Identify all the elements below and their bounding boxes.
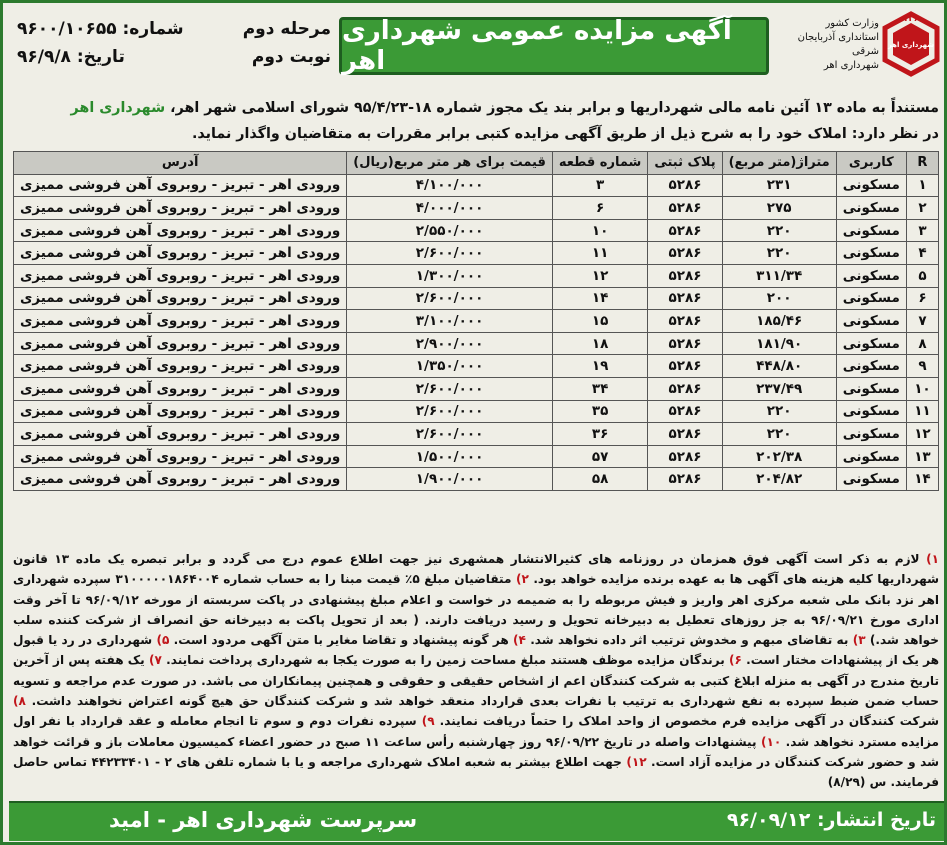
area-cell: ۲۷۵ xyxy=(722,197,836,220)
area-cell: ۲۳۷/۴۹ xyxy=(722,377,836,400)
lot-cell: ۱۴ xyxy=(552,287,647,310)
price-cell: ۲/۶۰۰/۰۰۰ xyxy=(347,287,553,310)
col-header-address: آدرس xyxy=(14,152,347,175)
col-header-lot: شماره قطعه xyxy=(552,152,647,175)
use-cell: مسکونی xyxy=(836,423,906,446)
title-banner xyxy=(339,17,769,75)
row-number: ۵ xyxy=(906,264,938,287)
use-cell: مسکونی xyxy=(836,377,906,400)
note-number: ۴) xyxy=(513,633,526,648)
price-cell: ۲/۶۰۰/۰۰۰ xyxy=(347,400,553,423)
municipality-logo-icon xyxy=(880,11,942,77)
table-row xyxy=(14,287,939,310)
price-cell: ۴/۰۰۰/۰۰۰ xyxy=(347,197,553,220)
area-cell: ۴۴۸/۸۰ xyxy=(722,355,836,378)
lot-cell: ۱۲ xyxy=(552,264,647,287)
row-number: ۱۲ xyxy=(906,423,938,446)
address-cell: ورودی اهر - تبریز - روبروی آهن فروشی ممیزی xyxy=(14,264,347,287)
price-cell: ۳/۱۰۰/۰۰۰ xyxy=(347,310,553,333)
col-header-price: قیمت برای هر متر مربع(ریال) xyxy=(347,152,553,175)
area-cell: ۳۱۱/۳۴ xyxy=(722,264,836,287)
table-row xyxy=(14,310,939,333)
use-cell: مسکونی xyxy=(836,287,906,310)
price-cell: ۱/۵۰۰/۰۰۰ xyxy=(347,445,553,468)
lot-cell: ۱۵ xyxy=(552,310,647,333)
plate-cell: ۵۲۸۶ xyxy=(648,174,722,197)
price-cell: ۱/۳۰۰/۰۰۰ xyxy=(347,264,553,287)
note-text: جهت اطلاع بیشتر به شعبه املاک شهرداری مراجعه و یا با شماره تلفن های ۲ - ۴۴۲۳۳۴۰۱ تماس حاصل فرمایند. س (۸/۲۹) xyxy=(13,754,939,790)
logo-text: شهرداری اهر xyxy=(887,41,935,49)
lot-cell: ۱۹ xyxy=(552,355,647,378)
col-header-use: کاربری xyxy=(836,152,906,175)
price-cell: ۲/۶۰۰/۰۰۰ xyxy=(347,242,553,265)
lot-cell: ۵۷ xyxy=(552,445,647,468)
address-cell: ورودی اهر - تبریز - روبروی آهن فروشی ممیزی xyxy=(14,332,347,355)
use-cell: مسکونی xyxy=(836,174,906,197)
row-number: ۴ xyxy=(906,242,938,265)
plate-cell: ۵۲۸۶ xyxy=(648,468,722,491)
note-number: ۲) xyxy=(515,572,529,587)
area-cell: ۲۰۲/۳۸ xyxy=(722,445,836,468)
note-text: متقاضیان مبلغ ۵٪ قیمت مبنا را به حساب شماره ۳۱۰۰۰۰۰۱۸۶۴۰۰۴ سپرده شهرداری اهر نزد بانک ملی شعبه مرکزی اهر واریز و فیش مربوطه را به ضمیمه در خواست و اعلام مبلغ پیشنهادی در پاکت سربسته از مورخه ۹۶/۰۹/۱۲ تا آخر وقت اداری مورخ ۹۶/۰۹/۲۱ به جز روزهای تعطیل به دبیرخانه تحویل و رسید دریافت دارند. ( بعد از تحویل پاکت به دبیرخانه حق انصراف از شرکت کننده سلب خواهد شد.) xyxy=(13,572,940,648)
price-cell: ۱/۹۰۰/۰۰۰ xyxy=(347,468,553,491)
footer-bar xyxy=(9,801,944,841)
intro-paragraph xyxy=(13,95,939,147)
plate-cell: ۵۲۸۶ xyxy=(648,332,722,355)
note-number: ۵) xyxy=(156,633,170,648)
meta-block xyxy=(9,13,339,77)
note-number: ۱۰) xyxy=(760,734,782,749)
price-cell: ۲/۹۰۰/۰۰۰ xyxy=(347,332,553,355)
lot-cell: ۱۸ xyxy=(552,332,647,355)
row-number: ۸ xyxy=(906,332,938,355)
plate-cell: ۵۲۸۶ xyxy=(648,377,722,400)
note-text: برندگان مزایده موظف هستند مبلغ مساحت زمین را به صورت یکجا به شهرداری پرداخت نمایند. xyxy=(166,653,725,668)
use-cell: مسکونی xyxy=(836,219,906,242)
address-cell: ورودی اهر - تبریز - روبروی آهن فروشی ممیزی xyxy=(14,287,347,310)
lot-cell: ۱۱ xyxy=(552,242,647,265)
area-cell: ۲۲۰ xyxy=(722,242,836,265)
address-cell: ورودی اهر - تبریز - روبروی آهن فروشی ممیزی xyxy=(14,423,347,446)
plate-cell: ۵۲۸۶ xyxy=(648,219,722,242)
note-number: ۳) xyxy=(852,633,866,648)
intro-line-1 xyxy=(13,95,939,121)
row-number: ۱۱ xyxy=(906,400,938,423)
table-row xyxy=(14,445,939,468)
price-cell: ۴/۱۰۰/۰۰۰ xyxy=(347,174,553,197)
table-row xyxy=(14,355,939,378)
note-text: به تقاضای مبهم و مخدوش ترتیب اثر داده نخواهد شد. xyxy=(530,633,849,648)
note-text: هر گونه پیشنهاد و تقاضا مغایر با متن آگهی مردود است. xyxy=(173,633,509,648)
price-cell: ۲/۶۰۰/۰۰۰ xyxy=(347,377,553,400)
table-row xyxy=(14,264,939,287)
supervisor-signature: سرپرست شهرداری اهر - امید xyxy=(109,808,418,832)
area-cell: ۲۲۰ xyxy=(722,423,836,446)
note-text: پیشنهادات واصله در تاریخ ۹۶/۰۹/۲۲ روز چهارشنبه رأس ساعت ۱۱ صبح در حضور اعضاء کمیسیون معاملات باز و قرائت خواهد شد و حضور شرکت کنندگان در مزایده آزاد است. xyxy=(13,734,939,769)
area-cell: ۱۸۱/۹۰ xyxy=(722,332,836,355)
note-text: یک هفته پس از آخرین تاریخ مندرج در آگهی به منزله ابلاغ کتبی به شرکت کنندگان اعم از اشخاص حقیقی و حقوقی و همچنین پیمانکاران می باشد. در صورت عدم مراجعه و تسویه حساب ضمن ضبط سپرده به نفع شهرداری به ترتیب با نفرات بعدی قرارداد منعقد خواهد شد و شرکت کنندگان حق هیچ گونه اعتراض نخواهند داشت. xyxy=(13,653,939,709)
address-cell: ورودی اهر - تبریز - روبروی آهن فروشی ممیزی xyxy=(14,355,347,378)
area-cell: ۲۲۰ xyxy=(722,400,836,423)
row-number: ۱۴ xyxy=(906,468,938,491)
row-number: ۱۰ xyxy=(906,377,938,400)
table-row xyxy=(14,423,939,446)
plate-cell: ۵۲۸۶ xyxy=(648,355,722,378)
col-header-r: R xyxy=(906,152,938,175)
table-header-row xyxy=(14,152,939,175)
page-title: آگهی مزایده عمومی شهرداری اهر xyxy=(342,16,732,76)
note-text: سپرده نفرات دوم و سوم تا انجام معامله و عقد قرارداد با نفر اول مزایده مسترد نخواهد شد. xyxy=(13,714,939,749)
table-row xyxy=(14,377,939,400)
use-cell: مسکونی xyxy=(836,242,906,265)
plate-cell: ۵۲۸۶ xyxy=(648,310,722,333)
note-number: ۷) xyxy=(148,653,162,668)
date-label: تاریخ: ۹۶/۹/۸ xyxy=(17,47,125,67)
area-cell: ۱۸۵/۴۶ xyxy=(722,310,836,333)
plate-cell: ۵۲۸۶ xyxy=(648,400,722,423)
ministry-line: استانداری آذربایجان شرقی xyxy=(797,32,879,57)
number-label: شماره: ۹۶۰۰/۱۰۶۵۵ xyxy=(17,19,184,39)
address-cell: ورودی اهر - تبریز - روبروی آهن فروشی ممیزی xyxy=(14,377,347,400)
note-number: ۸) xyxy=(13,694,26,709)
lot-cell: ۳ xyxy=(552,174,647,197)
address-cell: ورودی اهر - تبریز - روبروی آهن فروشی ممیزی xyxy=(14,242,347,265)
address-cell: ورودی اهر - تبریز - روبروی آهن فروشی ممیزی xyxy=(14,400,347,423)
ministry-line: وزارت کشور xyxy=(825,18,879,29)
ministry-text xyxy=(779,17,879,73)
intro-line-2: در نظر دارد: املاک خود را به شرح ذیل از طریق آگهی مزایده کتبی برابر مقررات به متقاضیان واگذار نماید. xyxy=(191,126,939,142)
publish-date: تاریخ انتشار: ۹۶/۰۹/۱۲ xyxy=(726,809,936,831)
address-cell: ورودی اهر - تبریز - روبروی آهن فروشی ممیزی xyxy=(14,468,347,491)
header xyxy=(9,9,944,89)
area-cell: ۲۰۴/۸۲ xyxy=(722,468,836,491)
address-cell: ورودی اهر - تبریز - روبروی آهن فروشی ممیزی xyxy=(14,445,347,468)
table-row xyxy=(14,174,939,197)
price-cell: ۲/۵۵۰/۰۰۰ xyxy=(347,219,553,242)
table-row xyxy=(14,197,939,220)
address-cell: ورودی اهر - تبریز - روبروی آهن فروشی ممیزی xyxy=(14,174,347,197)
price-cell: ۲/۶۰۰/۰۰۰ xyxy=(347,423,553,446)
table-row xyxy=(14,468,939,491)
area-cell: ۲۲۰ xyxy=(722,219,836,242)
intro-text: مستنداً به ماده ۱۳ آئین نامه مالی شهرداریها و برابر بند یک مجوز شماره ۱۸-۹۵/۴/۲۳ شورای اسلامی شهر اهر، xyxy=(170,100,939,116)
note-number: ۶) xyxy=(728,653,742,668)
ministry-line: شهرداری اهر xyxy=(823,60,879,71)
col-header-plate: پلاک ثبتی xyxy=(648,152,722,175)
lot-cell: ۵۸ xyxy=(552,468,647,491)
area-cell: ۲۰۰ xyxy=(722,287,836,310)
plate-cell: ۵۲۸۶ xyxy=(648,423,722,446)
table-row xyxy=(14,219,939,242)
note-text: شهرداری در رد یا قبول هر یک از پیشنهادات مختار است. xyxy=(13,633,940,668)
row-number: ۶ xyxy=(906,287,938,310)
row-number: ۳ xyxy=(906,219,938,242)
row-number: ۱ xyxy=(906,174,938,197)
use-cell: مسکونی xyxy=(836,468,906,491)
turn-label: نوبت دوم xyxy=(251,47,331,67)
row-number: ۷ xyxy=(906,310,938,333)
stage-label: مرحله دوم xyxy=(242,19,331,39)
table-row xyxy=(14,332,939,355)
note-number: ۱) xyxy=(926,552,939,566)
use-cell: مسکونی xyxy=(836,355,906,378)
properties-table xyxy=(13,151,939,491)
table-body xyxy=(14,174,939,490)
plate-cell: ۵۲۸۶ xyxy=(648,445,722,468)
lot-cell: ۳۴ xyxy=(552,377,647,400)
lot-cell: ۶ xyxy=(552,197,647,220)
lot-cell: ۳۶ xyxy=(552,423,647,446)
note-number: ۱۲) xyxy=(626,754,647,769)
logo-number: ۱۳۶ xyxy=(902,14,920,24)
use-cell: مسکونی xyxy=(836,310,906,333)
use-cell: مسکونی xyxy=(836,264,906,287)
col-header-area: متراژ(متر مربع) xyxy=(722,152,836,175)
conditions-notes xyxy=(13,549,939,793)
address-cell: ورودی اهر - تبریز - روبروی آهن فروشی ممیزی xyxy=(14,197,347,220)
intro-highlight: شهرداری اهر xyxy=(70,100,166,116)
address-cell: ورودی اهر - تبریز - روبروی آهن فروشی ممیزی xyxy=(14,310,347,333)
plate-cell: ۵۲۸۶ xyxy=(648,197,722,220)
use-cell: مسکونی xyxy=(836,197,906,220)
use-cell: مسکونی xyxy=(836,445,906,468)
row-number: ۲ xyxy=(906,197,938,220)
address-cell: ورودی اهر - تبریز - روبروی آهن فروشی ممیزی xyxy=(14,219,347,242)
use-cell: مسکونی xyxy=(836,332,906,355)
lot-cell: ۱۰ xyxy=(552,219,647,242)
note-number: ۹) xyxy=(421,714,435,729)
use-cell: مسکونی xyxy=(836,400,906,423)
note-text: لازم به ذکر است آگهی فوق همزمان در روزنامه های کثیرالانتشار همشهری نیز جهت اطلاع عموم درج می گردد و برابر تبصره یک ماده ۱۳ قانون شهرداریها کلیه هزینه های آگهی ها به عهده برنده مزایده خواهد بود. xyxy=(13,552,939,587)
table-row xyxy=(14,400,939,423)
plate-cell: ۵۲۸۶ xyxy=(648,287,722,310)
row-number: ۹ xyxy=(906,355,938,378)
lot-cell: ۳۵ xyxy=(552,400,647,423)
row-number: ۱۳ xyxy=(906,445,938,468)
note-text: شرکت کنندگان در آگهی مزایده فرم مخصوص از واحد املاک را حتماً دریافت نمایند. xyxy=(439,714,939,729)
price-cell: ۱/۳۵۰/۰۰۰ xyxy=(347,355,553,378)
area-cell: ۲۳۱ xyxy=(722,174,836,197)
plate-cell: ۵۲۸۶ xyxy=(648,264,722,287)
plate-cell: ۵۲۸۶ xyxy=(648,242,722,265)
table-row xyxy=(14,242,939,265)
